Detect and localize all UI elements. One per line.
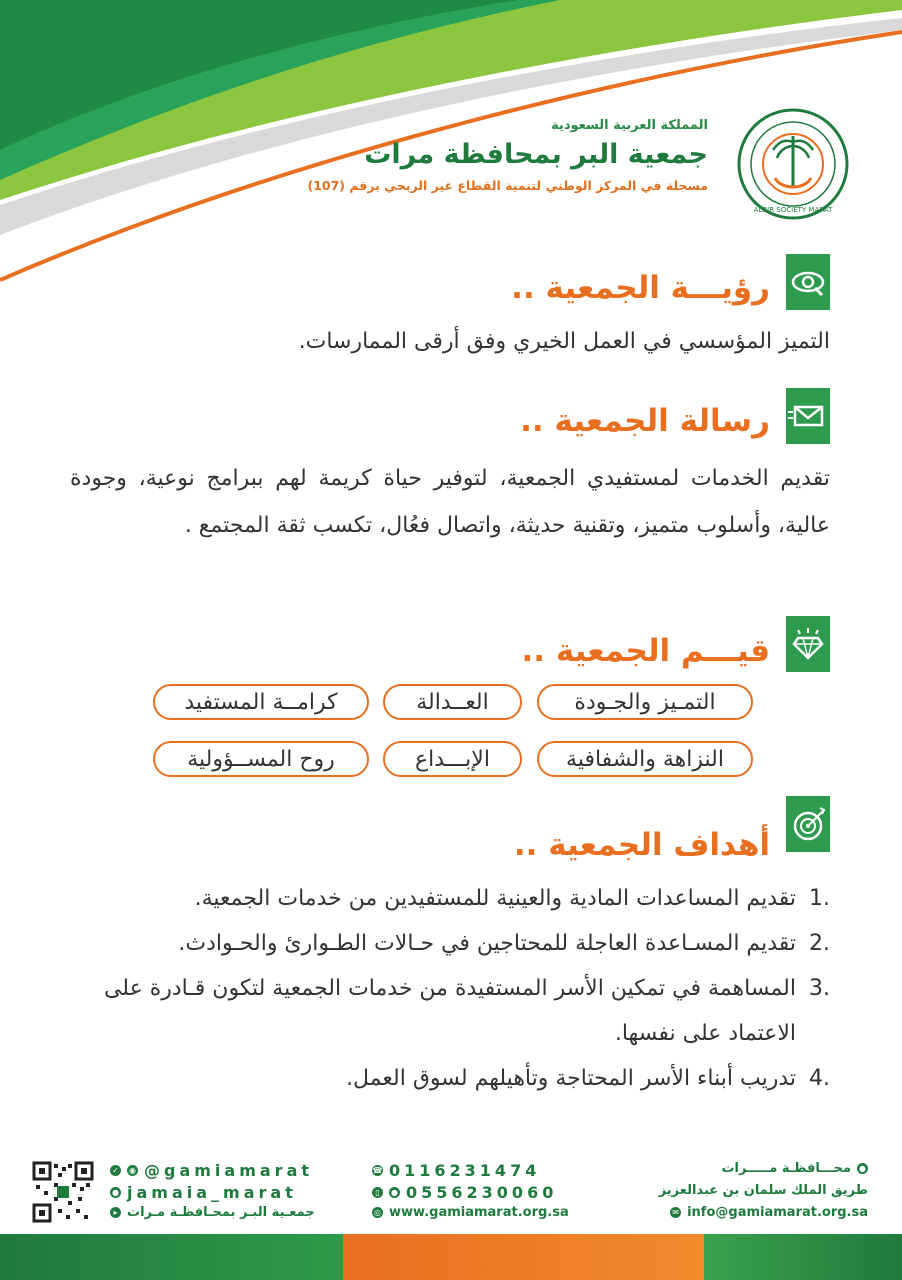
whatsapp-icon: ● xyxy=(389,1187,400,1198)
instagram-icon: ◉ xyxy=(127,1165,138,1176)
value-pill: التمـيز والجـودة xyxy=(537,684,753,720)
footer-website[interactable]: ◎ www.gamiamarat.org.sa xyxy=(374,1205,569,1220)
globe-icon: ◎ xyxy=(372,1207,383,1218)
email-icon: ✉ xyxy=(670,1207,681,1218)
footer-social-3[interactable]: ▸ جمعـية البـر بمحـافظـة مـرات xyxy=(110,1205,315,1220)
list-item: 2. تقديم المسـاعدة العاجلة للمحتاجين في حـالات الطـوارئ والحـوادث. xyxy=(178,931,830,956)
header-text xyxy=(307,118,708,193)
footer-phone[interactable]: ☎ 0116231474 xyxy=(372,1161,541,1180)
eye-icon xyxy=(786,254,830,310)
footer-social-1[interactable]: ✓ ◉ @gamiamarat xyxy=(110,1161,313,1180)
value-pill: الإبـــداع xyxy=(383,741,522,777)
footer-city: ● محـــافظـة مـــــرات xyxy=(721,1161,868,1176)
footer-address: طريق الملك سلمان بن عبدالعزيز xyxy=(658,1183,868,1198)
value-pill: روح المســؤولية xyxy=(153,741,369,777)
list-item: 1. تقديم المساعدات المادية والعينية للمستفيدين من خدمات الجمعية. xyxy=(194,886,830,911)
footer-color-bar xyxy=(0,1234,902,1280)
footer-mobile[interactable]: ▯ ● 0556230060 xyxy=(372,1183,557,1202)
list-item: 4. تدريب أبناء الأسر المحتاجة وتأهيلهم لسوق العمل. xyxy=(346,1066,830,1091)
twitter-icon: ✓ xyxy=(110,1165,121,1176)
mission-title: رسالة الجمعية .. xyxy=(520,403,770,439)
association-logo xyxy=(737,108,849,220)
values-title: قيـــم الجمعية .. xyxy=(521,633,770,669)
goals-title: أهداف الجمعية .. xyxy=(513,827,770,863)
footer-email[interactable]: ✉ info@gamiamarat.org.sa xyxy=(670,1205,868,1220)
location-icon: ● xyxy=(857,1163,868,1174)
phone-icon: ☎ xyxy=(372,1166,383,1175)
snapchat-icon: ● xyxy=(110,1187,121,1198)
mobile-icon: ▯ xyxy=(372,1187,383,1198)
kingdom-label: المملكة العربية السعودية xyxy=(551,118,708,133)
vision-title: رؤيـــة الجمعية .. xyxy=(511,270,770,306)
qr-code xyxy=(32,1161,94,1223)
logo-text: ALBIR SOCIETY MARAT xyxy=(753,206,833,214)
registration-note: مسجلة في المركز الوطني لتنمية القطاع غير الربحي برقم (107) xyxy=(307,178,708,193)
diamond-icon xyxy=(786,616,830,672)
vision-text: التميز المؤسسي في العمل الخيري وفق أرقى الممارسات. xyxy=(298,329,830,354)
goals-list xyxy=(70,876,830,1101)
association-name: جمعية البر بمحافظة مرات xyxy=(364,139,708,170)
target-icon xyxy=(786,796,830,852)
footer-social-2[interactable]: ● jamaia_marat xyxy=(112,1183,297,1202)
value-pill: كرامــة المستفيد xyxy=(153,684,369,720)
mission-text: تقديم الخدمات لمستفيدي الجمعية، لتوفير حياة كريمة لهم ببرامج نوعية، وجودة عالية، وأسلوب متميز، وتقنية حديثة، واتصال فعُال، تكسب ثقة المجتمع . xyxy=(70,466,830,538)
value-pill: العــدالة xyxy=(383,684,522,720)
list-item: 3. المساهمة في تمكين الأسر المستفيدة من خدمات الجمعية لتكون قـادرة على الاعتماد على نفسها. xyxy=(103,976,830,1046)
value-pill: النزاهة والشفافية xyxy=(537,741,753,777)
youtube-icon: ▸ xyxy=(110,1207,121,1218)
envelope-icon xyxy=(786,388,830,444)
